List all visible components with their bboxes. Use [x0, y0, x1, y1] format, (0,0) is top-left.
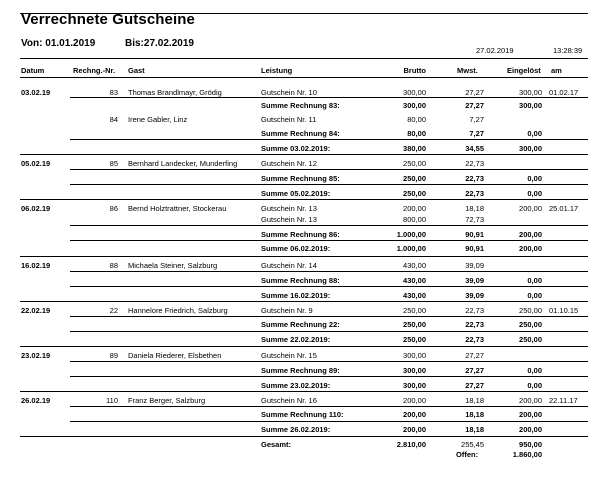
- cell-eingeloest: 0,00: [527, 174, 542, 183]
- cell-brutto: 200,00: [403, 410, 426, 419]
- cell-rechnungsnummer: 83: [109, 88, 118, 97]
- cell-brutto: 300,00: [403, 101, 426, 110]
- cell-leistung: Summe Rechnung 22:: [261, 320, 340, 329]
- date-to: Bis:27.02.2019: [125, 38, 194, 49]
- col-header-eingeloest: Eingelöst: [507, 66, 541, 75]
- col-header-mwst: Mwst.: [457, 66, 478, 75]
- cell-gast: Bernhard Landecker, Munderfing: [128, 159, 238, 168]
- offen-label: Offen:: [456, 450, 479, 459]
- print-time: 13:28:39: [553, 46, 583, 55]
- cell-datum: 03.02.19: [21, 88, 51, 97]
- cell-leistung: Gutschein Nr. 10: [261, 88, 317, 97]
- cell-brutto: 200,00: [403, 396, 426, 405]
- cell-leistung: Gutschein Nr. 11: [261, 115, 317, 124]
- row-separator: [70, 139, 588, 140]
- header-bottom-rule: [20, 77, 588, 78]
- cell-eingeloest: 250,00: [519, 306, 542, 315]
- cell-mwst: 18,18: [465, 410, 484, 419]
- cell-brutto: 430,00: [403, 291, 426, 300]
- col-header-am: am: [551, 66, 562, 75]
- cell-eingeloest: 0,00: [527, 189, 542, 198]
- cell-eingeloest: 200,00: [519, 244, 542, 253]
- col-header-rechnungsnummer: Rechng.-Nr.: [73, 66, 116, 75]
- cell-eingeloest: 250,00: [519, 320, 542, 329]
- cell-leistung: Summe Rechnung 85:: [261, 174, 340, 183]
- cell-leistung: Summe 06.02.2019:: [261, 244, 331, 253]
- row-separator: [70, 406, 588, 407]
- cell-brutto: 80,00: [407, 115, 426, 124]
- cell-leistung: Gutschein Nr. 13: [261, 215, 317, 224]
- header-top-rule: [20, 58, 588, 59]
- col-header-datum: Datum: [21, 66, 45, 75]
- cell-mwst: 90,91: [465, 244, 484, 253]
- cell-datum: 05.02.19: [21, 159, 51, 168]
- cell-brutto: 200,00: [403, 204, 426, 213]
- cell-gast: Thomas Brandlmayr, Grödig: [128, 88, 222, 97]
- row-separator: [70, 316, 588, 317]
- row-separator: [70, 376, 588, 377]
- group-separator: [20, 301, 588, 302]
- cell-leistung: Gutschein Nr. 14: [261, 261, 317, 270]
- cell-brutto: 430,00: [403, 276, 426, 285]
- cell-mwst: 7,27: [469, 115, 484, 124]
- print-date: 27.02.2019: [476, 46, 514, 55]
- cell-eingeloest: 0,00: [527, 381, 542, 390]
- cell-brutto: 1.000,00: [396, 244, 426, 253]
- row-separator: [70, 421, 588, 422]
- cell-leistung: Gutschein Nr. 16: [261, 396, 317, 405]
- cell-brutto: 300,00: [403, 351, 426, 360]
- cell-eingeloest: 300,00: [519, 101, 542, 110]
- total-eingeloest: 950,00: [519, 440, 542, 449]
- cell-am: 01.10.15: [549, 306, 579, 315]
- cell-leistung: Summe 05.02.2019:: [261, 189, 331, 198]
- cell-rechnungsnummer: 84: [109, 115, 118, 124]
- cell-leistung: Summe 22.02.2019:: [261, 335, 331, 344]
- cell-rechnungsnummer: 110: [106, 396, 118, 405]
- cell-mwst: 34,55: [465, 144, 484, 153]
- cell-leistung: Summe Rechnung 86:: [261, 230, 340, 239]
- cell-mwst: 7,27: [469, 129, 484, 138]
- cell-datum: 22.02.19: [21, 306, 51, 315]
- group-separator: [20, 154, 588, 155]
- cell-brutto: 800,00: [403, 215, 426, 224]
- cell-leistung: Summe 03.02.2019:: [261, 144, 331, 153]
- report-title: Verrechnete Gutscheine: [21, 11, 195, 28]
- cell-eingeloest: 200,00: [519, 204, 542, 213]
- cell-mwst: 72,73: [465, 215, 484, 224]
- row-separator: [70, 361, 588, 362]
- cell-eingeloest: 0,00: [527, 366, 542, 375]
- cell-brutto: 250,00: [403, 189, 426, 198]
- cell-brutto: 250,00: [403, 306, 426, 315]
- cell-brutto: 300,00: [403, 366, 426, 375]
- cell-eingeloest: 200,00: [519, 396, 542, 405]
- cell-eingeloest: 0,00: [527, 276, 542, 285]
- group-separator: [20, 199, 588, 200]
- cell-mwst: 27,27: [465, 366, 484, 375]
- cell-leistung: Summe Rechnung 83:: [261, 101, 340, 110]
- cell-rechnungsnummer: 89: [109, 351, 118, 360]
- col-header-gast: Gast: [128, 66, 145, 75]
- cell-mwst: 22,73: [465, 306, 484, 315]
- totals-separator: [20, 436, 588, 437]
- col-header-brutto: Brutto: [403, 66, 426, 75]
- cell-datum: 06.02.19: [21, 204, 51, 213]
- cell-brutto: 300,00: [403, 381, 426, 390]
- cell-leistung: Gutschein Nr. 12: [261, 159, 317, 168]
- cell-gast: Hannelore Friedrich, Salzburg: [128, 306, 228, 315]
- cell-mwst: 27,27: [465, 101, 484, 110]
- cell-brutto: 430,00: [403, 261, 426, 270]
- cell-leistung: Gutschein Nr. 9: [261, 306, 313, 315]
- cell-eingeloest: 200,00: [519, 425, 542, 434]
- cell-leistung: Summe Rechnung 89:: [261, 366, 340, 375]
- cell-mwst: 27,27: [465, 88, 484, 97]
- cell-brutto: 80,00: [407, 129, 426, 138]
- cell-am: 01.02.17: [549, 88, 579, 97]
- cell-leistung: Summe 16.02.2019:: [261, 291, 331, 300]
- cell-datum: 26.02.19: [21, 396, 51, 405]
- cell-brutto: 200,00: [403, 425, 426, 434]
- row-separator: [70, 169, 588, 170]
- cell-eingeloest: 300,00: [519, 88, 542, 97]
- cell-leistung: Gutschein Nr. 13: [261, 204, 317, 213]
- cell-brutto: 250,00: [403, 335, 426, 344]
- cell-leistung: Summe 26.02.2019:: [261, 425, 331, 434]
- cell-mwst: 22,73: [465, 159, 484, 168]
- cell-leistung: Summe Rechnung 110:: [261, 410, 344, 419]
- cell-datum: 16.02.19: [21, 261, 51, 270]
- row-separator: [70, 240, 588, 241]
- cell-rechnungsnummer: 22: [109, 306, 118, 315]
- cell-eingeloest: 0,00: [527, 129, 542, 138]
- col-header-leistung: Leistung: [261, 66, 293, 75]
- cell-leistung: Summe Rechnung 88:: [261, 276, 340, 285]
- cell-gast: Irene Gabler, Linz: [128, 115, 188, 124]
- cell-mwst: 22,73: [465, 320, 484, 329]
- total-mwst: 255,45: [461, 440, 484, 449]
- cell-mwst: 22,73: [465, 189, 484, 198]
- date-from: Von: 01.01.2019: [21, 38, 96, 49]
- cell-mwst: 27,27: [465, 351, 484, 360]
- cell-mwst: 18,18: [465, 396, 484, 405]
- group-separator: [20, 391, 588, 392]
- cell-rechnungsnummer: 86: [109, 204, 118, 213]
- row-separator: [70, 184, 588, 185]
- cell-mwst: 18,18: [465, 425, 484, 434]
- cell-mwst: 22,73: [465, 174, 484, 183]
- cell-eingeloest: 300,00: [519, 144, 542, 153]
- row-separator: [70, 225, 588, 226]
- cell-brutto: 380,00: [403, 144, 426, 153]
- cell-brutto: 250,00: [403, 159, 426, 168]
- row-separator: [70, 97, 588, 98]
- cell-leistung: Summe Rechnung 84:: [261, 129, 340, 138]
- cell-brutto: 300,00: [403, 88, 426, 97]
- cell-leistung: Summe 23.02.2019:: [261, 381, 331, 390]
- cell-gast: Daniela Riederer, Elsbethen: [128, 351, 222, 360]
- cell-eingeloest: 0,00: [527, 291, 542, 300]
- total-brutto: 2.810,00: [396, 440, 426, 449]
- cell-eingeloest: 200,00: [519, 230, 542, 239]
- cell-mwst: 27,27: [465, 381, 484, 390]
- group-separator: [20, 256, 588, 257]
- cell-brutto: 250,00: [403, 174, 426, 183]
- cell-mwst: 39,09: [465, 291, 484, 300]
- group-separator: [20, 346, 588, 347]
- cell-mwst: 22,73: [465, 335, 484, 344]
- cell-mwst: 90,91: [465, 230, 484, 239]
- row-separator: [70, 286, 588, 287]
- row-separator: [70, 331, 588, 332]
- cell-rechnungsnummer: 85: [109, 159, 118, 168]
- cell-rechnungsnummer: 88: [109, 261, 118, 270]
- row-separator: [70, 271, 588, 272]
- cell-leistung: Gutschein Nr. 15: [261, 351, 317, 360]
- cell-mwst: 39,09: [465, 276, 484, 285]
- offen-value: 1.860,00: [512, 450, 542, 459]
- cell-brutto: 1.000,00: [396, 230, 426, 239]
- total-label: Gesamt:: [261, 440, 292, 449]
- cell-am: 25.01.17: [549, 204, 579, 213]
- cell-datum: 23.02.19: [21, 351, 51, 360]
- cell-mwst: 18,18: [465, 204, 484, 213]
- cell-gast: Michaela Steiner, Salzburg: [128, 261, 218, 270]
- cell-brutto: 250,00: [403, 320, 426, 329]
- top-rule: [20, 13, 588, 14]
- cell-am: 22.11.17: [549, 396, 578, 405]
- cell-eingeloest: 200,00: [519, 410, 542, 419]
- cell-gast: Franz Berger, Salzburg: [128, 396, 206, 405]
- cell-gast: Bernd Holztrattner, Stockerau: [128, 204, 227, 213]
- cell-eingeloest: 250,00: [519, 335, 542, 344]
- cell-mwst: 39,09: [465, 261, 484, 270]
